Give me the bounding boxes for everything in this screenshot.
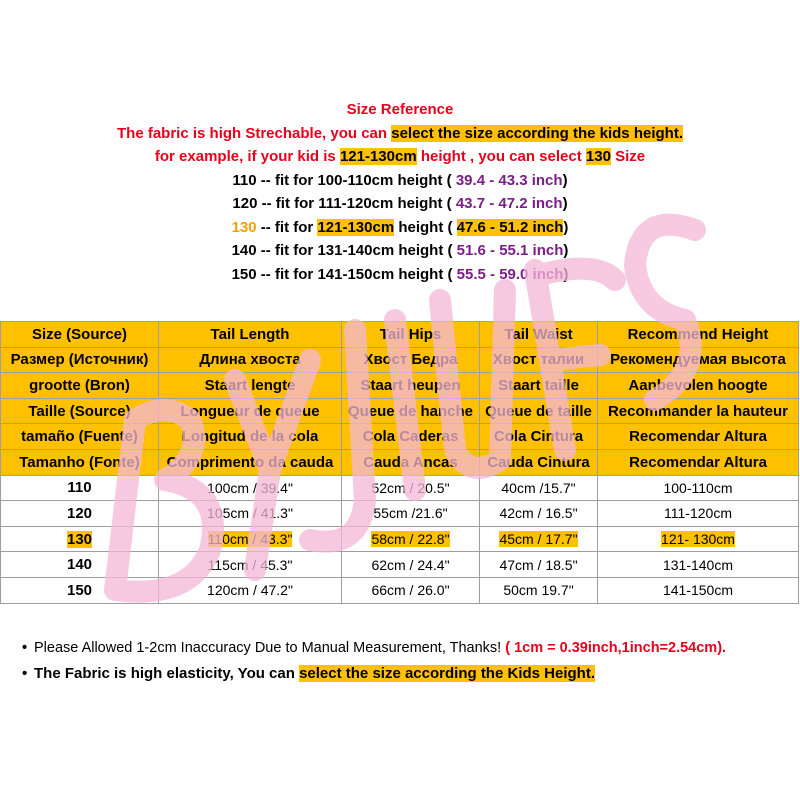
- fit-size: 140: [231, 242, 257, 259]
- header-cell-size: Size (Source): [1, 322, 159, 348]
- fit-mid: -- fit for: [256, 218, 318, 236]
- table-row: [1, 501, 799, 527]
- fit-end: ): [563, 218, 569, 236]
- header-cell-tail-waist: Queue de taille: [480, 398, 598, 424]
- table-row: [1, 475, 799, 501]
- header-cell-tail-hips: Queue de hanche: [342, 398, 480, 424]
- cell-recommend-height: [598, 501, 799, 527]
- fit-end: ): [562, 195, 568, 212]
- header-cell-size: tamaño (Fuente): [1, 424, 159, 450]
- cell-value: 120cm / 47.2": [207, 582, 293, 599]
- fit-inch: 47.6 - 51.2 inch: [456, 218, 564, 236]
- header-cell-tail-hips: Staart heupen: [342, 373, 480, 399]
- cell-value: 50cm 19.7": [503, 582, 574, 599]
- size-reference-header: [0, 98, 800, 286]
- header-cell-tail-waist: Staart taille: [480, 373, 598, 399]
- cell-size: [1, 501, 159, 527]
- cell-tail-length: [159, 526, 342, 552]
- header-example-line: [0, 145, 800, 169]
- cell-tail-length: [159, 552, 342, 578]
- fit-mid2: height (: [394, 218, 457, 236]
- header-title: Size Reference: [346, 101, 454, 118]
- header-cell-recommend-height: Recomendar Altura: [598, 449, 799, 475]
- header-cell-size: Taille (Source): [1, 398, 159, 424]
- example-text-e: Size: [610, 148, 646, 165]
- header-cell-tail-hips: Tail Hips: [342, 322, 480, 348]
- cell-tail-hips: [342, 552, 480, 578]
- header-cell-recommend-height: Recommander la hauteur: [598, 398, 799, 424]
- header-cell-tail-length: Длина хвоста: [159, 347, 342, 373]
- cell-value: 111-120cm: [664, 505, 732, 522]
- fit-end: ): [563, 242, 569, 259]
- header-row: [1, 424, 799, 450]
- cell-tail-length: [159, 475, 342, 501]
- example-size: 130: [585, 148, 611, 165]
- note-elasticity: • The Fabric is high elasticity, You can select the size according the Kids Height.: [22, 665, 595, 682]
- cell-value: 47cm / 18.5": [499, 556, 578, 573]
- cell-value: 52cm / 20.5": [371, 479, 450, 496]
- notes: [22, 636, 726, 686]
- fit-inch: 43.7 - 47.2 inch: [455, 195, 563, 212]
- fit-size: 150: [231, 265, 257, 283]
- header-fabric-line: [0, 122, 800, 146]
- header-cell-tail-length: Tail Length: [159, 322, 342, 348]
- fit-mid: -- fit for 111-120cm height (: [257, 195, 456, 212]
- header-cell-size: Tamanho (Fonte): [1, 449, 159, 475]
- cell-value: 140: [66, 556, 93, 574]
- cell-value: 150: [66, 581, 93, 599]
- cell-tail-waist: [480, 577, 598, 603]
- example-text-c: height , you can select: [416, 148, 586, 165]
- cell-value: 110cm / 43.3": [207, 531, 293, 548]
- cell-value: 121- 130cm: [661, 531, 735, 548]
- fit-line-130: [0, 216, 800, 240]
- table-row: [1, 552, 799, 578]
- cell-value: 120: [66, 504, 93, 522]
- header-cell-recommend-height: Recomendar Altura: [598, 424, 799, 450]
- fit-line-120: [0, 192, 800, 216]
- fit-range: 121-130cm: [317, 218, 395, 236]
- fit-mid: -- fit for 100-110cm height (: [256, 171, 456, 189]
- header-cell-recommend-height: Aanbevolen hoogte: [598, 373, 799, 399]
- header-row: [1, 322, 799, 348]
- fit-mid: -- fit for 131-140cm height (: [256, 242, 457, 259]
- fit-size: 110: [232, 171, 257, 189]
- fit-inch: 51.6 - 55.1 inch: [456, 242, 564, 259]
- fit-size: 120: [232, 195, 258, 212]
- header-cell-tail-hips: Cola Caderas: [342, 424, 480, 450]
- cell-value: 100-110cm: [663, 479, 733, 496]
- header-row: [1, 449, 799, 475]
- header-cell-tail-length: Longueur de queue: [159, 398, 342, 424]
- cell-tail-waist: [480, 475, 598, 501]
- cell-value: 130: [66, 530, 93, 548]
- header-cell-tail-length: Longitud de la cola: [159, 424, 342, 450]
- header-cell-tail-hips: Хвост Бедра: [342, 347, 480, 373]
- cell-tail-hips: [342, 577, 480, 603]
- cell-size: [1, 577, 159, 603]
- cell-tail-hips: [342, 475, 480, 501]
- header-cell-tail-length: Staart lengte: [159, 373, 342, 399]
- header-row: [1, 373, 799, 399]
- fit-inch: 39.4 - 43.3 inch: [455, 171, 563, 189]
- cell-value: 66cm / 26.0": [371, 582, 450, 599]
- cell-value: 40cm /15.7": [501, 479, 576, 496]
- header-row: [1, 398, 799, 424]
- header-row: [1, 347, 799, 373]
- cell-value: 55cm /21.6": [373, 505, 448, 522]
- cell-value: 131-140cm: [662, 556, 734, 573]
- fit-line-140: [0, 239, 800, 263]
- cell-tail-length: [159, 577, 342, 603]
- note-accuracy: • Please Allowed 1-2cm Inaccuracy Due to Manual Measurement, Thanks! ( 1cm = 0.39inch,1inch=2.54cm).: [22, 640, 727, 656]
- cell-value: 62cm / 24.4": [371, 556, 450, 573]
- cell-recommend-height: [598, 577, 799, 603]
- cell-tail-waist: [480, 501, 598, 527]
- fit-line-150: [0, 263, 800, 287]
- cell-tail-hips: [342, 501, 480, 527]
- cell-value: 141-150cm: [662, 582, 734, 599]
- table-row: [1, 577, 799, 603]
- header-cell-size: grootte (Bron): [1, 373, 159, 399]
- cell-recommend-height: [598, 526, 799, 552]
- fit-line-110: [0, 169, 800, 193]
- cell-size: [1, 552, 159, 578]
- table-row: [1, 526, 799, 552]
- fit-mid: -- fit for 141-150cm height (: [256, 265, 457, 283]
- cell-value: 115cm / 45.3": [207, 556, 293, 573]
- example-range: 121-130cm: [339, 148, 417, 165]
- header-cell-tail-length: Comprimento da cauda: [159, 449, 342, 475]
- cell-tail-hips: [342, 526, 480, 552]
- cell-tail-waist: [480, 552, 598, 578]
- cell-value: 100cm / 39.4": [207, 479, 293, 496]
- fit-size: 130: [231, 218, 257, 236]
- cell-tail-length: [159, 501, 342, 527]
- header-cell-tail-waist: Cola Cintura: [480, 424, 598, 450]
- cell-value: 105cm / 41.3": [207, 505, 293, 522]
- note-elasticity-text: The Fabric is high elasticity, You can: [34, 665, 300, 682]
- note-conversion: ( 1cm = 0.39inch,1inch=2.54cm).: [505, 640, 727, 656]
- header-cell-tail-waist: Cauda Cintura: [480, 449, 598, 475]
- cell-recommend-height: [598, 552, 799, 578]
- cell-recommend-height: [598, 475, 799, 501]
- header-cell-size: Размер (Источник): [1, 347, 159, 373]
- cell-tail-waist: [480, 526, 598, 552]
- fabric-highlight: select the size according the kids height.: [391, 124, 683, 142]
- cell-size: [1, 526, 159, 552]
- cell-size: [1, 475, 159, 501]
- cell-value: 58cm / 22.8": [371, 531, 450, 548]
- fit-inch: 55.5 - 59.0 inch: [456, 265, 564, 283]
- size-table: [0, 321, 799, 604]
- note-elasticity-highlight: select the size according the Kids Height.: [299, 665, 595, 682]
- header-cell-tail-waist: Tail Waist: [480, 322, 598, 348]
- cell-value: 45cm / 17.7": [499, 531, 578, 548]
- cell-value: 110: [67, 479, 92, 497]
- header-cell-tail-waist: Хвост талии: [480, 347, 598, 373]
- fit-end: ): [562, 171, 568, 189]
- fit-end: ): [563, 265, 569, 283]
- note-accuracy-text: Please Allowed 1-2cm Inaccuracy Due to Manual Measurement, Thanks!: [34, 640, 506, 656]
- cell-value: 42cm / 16.5": [499, 505, 578, 522]
- header-cell-recommend-height: Рекомендуемая высота: [598, 347, 799, 373]
- header-cell-tail-hips: Cauda Ancas: [342, 449, 480, 475]
- example-text-a: for example, if your kid is: [154, 148, 340, 165]
- fabric-text: The fabric is high Strechable, you can: [117, 124, 392, 142]
- header-cell-recommend-height: Recommend Height: [598, 322, 799, 348]
